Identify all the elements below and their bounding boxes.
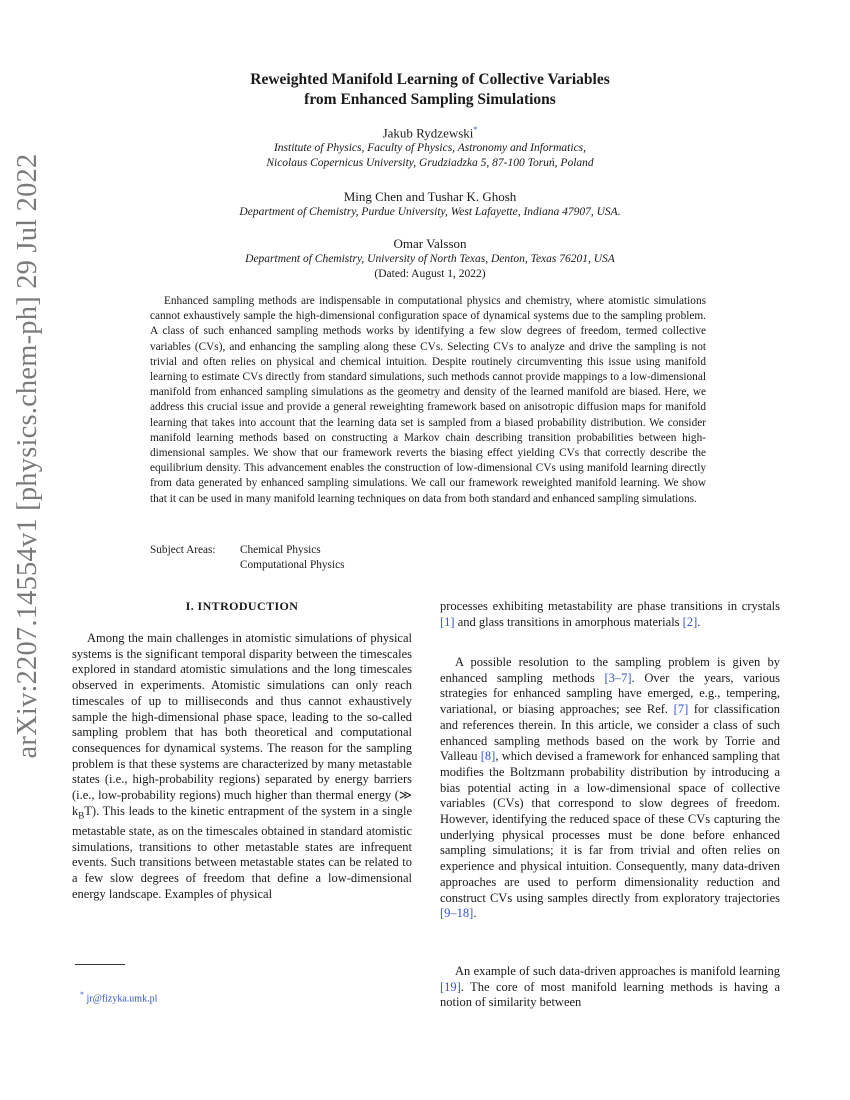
subject-areas xyxy=(150,543,345,573)
para-text: An example of such data-driven approaches is manifold learning xyxy=(455,964,780,978)
author-1 xyxy=(120,125,740,141)
para-text: processes exhibiting metastability are phase transitions in crystals xyxy=(440,599,780,613)
citation-link[interactable]: [3–7] xyxy=(604,670,632,685)
para-text: . xyxy=(473,906,477,921)
intro-right-paragraph-3 xyxy=(440,964,780,1011)
section-heading-introduction: I. INTRODUCTION xyxy=(185,599,299,613)
para-text: and glass transitions in amorphous materials xyxy=(454,614,683,629)
kbt-subscript: B xyxy=(78,810,85,821)
citation-link[interactable]: [2] xyxy=(682,614,698,629)
author-1-footnote-mark[interactable]: * xyxy=(473,125,478,134)
citation-link[interactable]: [19] xyxy=(440,979,461,994)
footnote-email-link[interactable]: jr@fizyka.umk.pl xyxy=(86,993,158,1005)
intro-right-paragraph-1 xyxy=(440,599,780,630)
intro-right-paragraph-2 xyxy=(440,655,780,922)
intro-left-paragraph xyxy=(72,631,412,902)
author-1-name: Jakub Rydzewski xyxy=(382,125,474,141)
author-3: Omar Valsson xyxy=(393,236,467,251)
affiliation-1-line-1: Institute of Physics, Faculty of Physics, Astronomy and Informatics, xyxy=(273,142,587,154)
para-text: . Over the years, various strategies for enhanced sampling have emerged, e.g., tempering, variational, or biasing approaches; see Ref. xyxy=(440,670,780,717)
title-line-2: from Enhanced Sampling Simulations xyxy=(304,91,556,108)
abstract: Enhanced sampling methods are indispensable in computational physics and chemistry, where atomistic simulations cannot exhaustively sample the high-dimensional configuration space of dynamical systems due to the sampling problem. A class of such enhanced sampling methods works by identifying a few slow degrees of freedom, termed collective variables (CVs), and enhancing the sampling along these CVs. Selecting CVs to analyze and drive the sampling is not trivial and often relies on physical and chemical intuition. Despite routinely circumventing this issue using manifold learning to estimate CVs directly from standard simulations, such methods cannot provide mappings to a low-dimensional manifold from enhanced sampling simulations as the geometry and density of the learned manifold are biased. Here, we address this crucial issue and provide a general reweighting framework based on anisotropic diffusion maps for manifold learning that takes into account that the learning data set is sampled from a biased probability distribution. We consider manifold learning methods based on constructing a Markov chain describing transition probabilities between high-dimensional samples. We show that our framework reverts the biasing effect yielding CVs that correctly describe the equilibrium density. This advancement enables the construction of low-dimensional CVs using manifold learning directly from data generated by enhanced sampling simulations. We call our framework reweighted manifold learning. We show that it can be used in many manifold learning techniques on data from both standard and enhanced sampling simulations. xyxy=(150,295,706,505)
subject-1: Chemical Physics xyxy=(240,544,321,556)
paper-title xyxy=(150,70,710,110)
intro-left-text-end: T). This leads to the kinetic entrapment of the system in a single metastable state, as on the timescales obtained in standard atomistic simulations, transitions to other metastable states are infrequent events. Such transitions between metastable states can be related to a few slow degrees of freedom that define a low-dimensional energy landscape. Examples of physical xyxy=(72,803,412,901)
citation-link[interactable]: [1] xyxy=(440,614,455,629)
para-text: A possible resolution to the sampling problem is given by enhanced sampling methods xyxy=(440,655,780,685)
arxiv-identifier: arXiv:2207.14554v1 [physics.chem-ph] 29 Jul 2022 xyxy=(12,153,43,759)
para-text: . The core of most manifold learning methods is having a notion of similarity between xyxy=(440,979,780,1010)
para-text: , which devised a framework for enhanced sampling that modifies the Boltzmann probability distribution by introducing a bias potential acting in a low-dimensional space of collective variables (CVs) that correspond to slow degrees of freedom. However, identifying the reduced space of these CVs capturing the underlying physical processes must be done before enhanced sampling simulations; it is far from trivial and often relies on experience and physical intuition. Consequently, many data-driven approaches are used to perform dimensionality reduction and construct CVs using samples directly from exploratory trajectories xyxy=(440,749,780,905)
para-text: . xyxy=(697,614,701,629)
citation-link[interactable]: [7] xyxy=(673,702,689,717)
citation-link[interactable]: [9–18] xyxy=(440,906,474,921)
footnote-rule xyxy=(75,964,125,965)
para-text: for classification and references therein. In this article, we consider a class of such enhanced sampling methods based on the work by Torrie and Valleau xyxy=(440,702,781,764)
citation-link[interactable]: [8] xyxy=(480,749,496,764)
affiliation-1-line-2: Nicolaus Copernicus University, Grudziadzka 5, 87-100 Toruń, Poland xyxy=(266,157,594,169)
author-2: Ming Chen and Tushar K. Ghosh xyxy=(343,189,517,204)
affiliation-2: Department of Chemistry, Purdue University, West Lafayette, Indiana 47907, USA. xyxy=(239,206,621,218)
footnote-mark: * xyxy=(80,990,84,999)
dated: (Dated: August 1, 2022) xyxy=(374,268,486,280)
footnote xyxy=(80,990,157,1004)
affiliation-3: Department of Chemistry, University of North Texas, Denton, Texas 76201, USA xyxy=(245,253,615,265)
title-line-1: Reweighted Manifold Learning of Collective Variables xyxy=(250,71,610,88)
subject-areas-label: Subject Areas: xyxy=(150,544,216,556)
intro-left-text: Among the main challenges in atomistic simulations of physical systems is the significant temporal disparity between the timescales explored in standard atomistic simulations and the long timescales observed in experiments. Atomistic simulations can only reach timescales of up to milliseconds and thus cannot exhaustively sample the high-dimensional phase space, leading to the so-called sampling problem that has both theoretical and computational consequences for dynamical systems. The reason for the sampling problem is that these systems are characterized by many metastable states (i.e., high-probability regions) separated by energy barriers (i.e., low-probability regions) much higher than thermal energy (≫ k xyxy=(72,631,412,818)
subject-2: Computational Physics xyxy=(240,559,345,572)
